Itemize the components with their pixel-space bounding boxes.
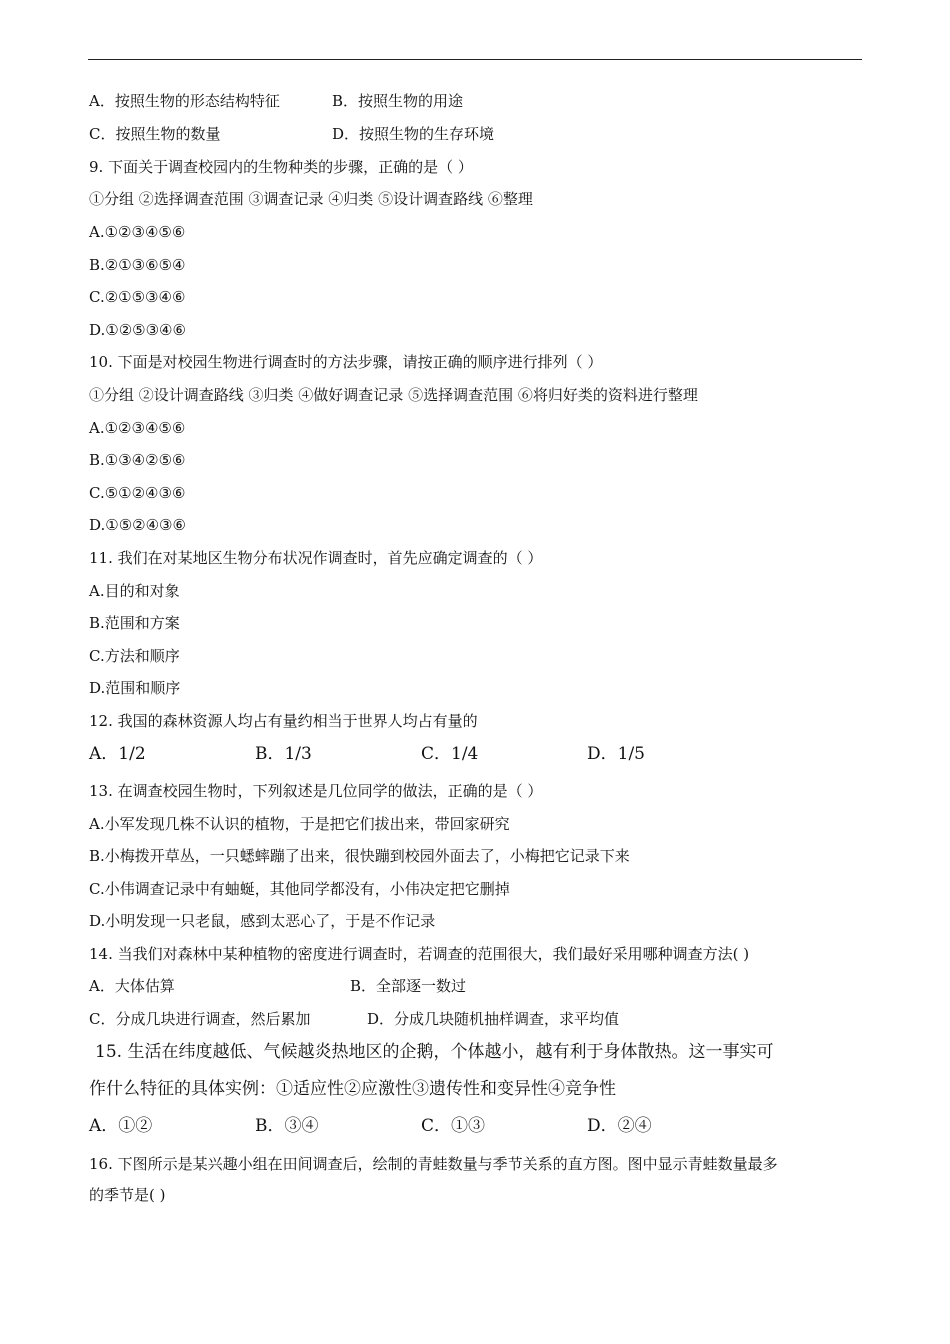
q9-option-c: C.②①⑤③④⑥: [89, 288, 186, 306]
q15-option-a: A．①②: [89, 1116, 153, 1136]
q15-option-d: D．②④: [587, 1116, 652, 1136]
q13-stem: 13. 在调查校园生物时，下列叙述是几位同学的做法，正确的是（ ）: [89, 782, 543, 800]
q13-option-a: A.小军发现几株不认识的植物，于是把它们拔出来，带回家研究: [89, 815, 510, 833]
q12-option-c: C．1/4: [421, 744, 479, 764]
q16-stem-line2: 的季节是( ): [89, 1186, 166, 1204]
q8-option-d: D．按照生物的生存环境: [332, 125, 495, 143]
q10-steps: ①分组 ②设计调查路线 ③归类 ④做好调查记录 ⑤选择调查范围 ⑥将归好类的资料进行整理: [89, 386, 698, 404]
q15-stem-line2: 作什么特征的具体实例：①适应性②应激性③遗传性和变异性④竞争性: [89, 1079, 616, 1099]
q8-option-a: A．按照生物的形态结构特征: [89, 92, 280, 110]
q10-stem: 10. 下面是对校园生物进行调查时的方法步骤，请按正确的顺序进行排列（ ）: [89, 353, 603, 371]
q14-option-b: B．全部逐一数过: [350, 977, 467, 995]
q14-option-c: C．分成几块进行调查，然后累加: [89, 1010, 311, 1028]
q11-option-b: B.范围和方案: [89, 614, 180, 632]
header-rule: [88, 59, 862, 60]
q16-stem-line1: 16. 下图所示是某兴趣小组在田间调查后，绘制的青蛙数量与季节关系的直方图。图中显示青蛙数量最多: [89, 1155, 778, 1173]
q12-option-a: A．1/2: [89, 744, 146, 764]
q10-option-c: C.⑤①②④③⑥: [89, 484, 186, 502]
q14-option-d: D．分成几块随机抽样调查，求平均值: [367, 1010, 620, 1028]
q11-option-d: D.范围和顺序: [89, 679, 181, 697]
q13-option-b: B.小梅拨开草丛，一只蟋蟀蹦了出来，很快蹦到校园外面去了，小梅把它记录下来: [89, 847, 630, 865]
q8-option-c: C．按照生物的数量: [89, 125, 221, 143]
q12-option-d: D．1/5: [587, 744, 645, 764]
q15-option-b: B．③④: [255, 1116, 319, 1136]
q13-option-c: C.小伟调查记录中有蚰蜒，其他同学都没有，小伟决定把它删掉: [89, 880, 510, 898]
q9-option-a: A.①②③④⑤⑥: [89, 223, 186, 241]
q12-option-b: B．1/3: [255, 744, 312, 764]
q14-stem: 14. 当我们对森林中某种植物的密度进行调查时，若调查的范围很大，我们最好采用哪种调查方法( ): [89, 945, 750, 963]
q12-stem: 12. 我国的森林资源人均占有量约相当于世界人均占有量的: [89, 712, 478, 730]
q9-stem: 9. 下面关于调查校园内的生物种类的步骤，正确的是（ ）: [89, 158, 473, 176]
q15-option-c: C．①③: [421, 1116, 486, 1136]
q11-option-a: A.目的和对象: [89, 582, 180, 600]
q10-option-a: A.①②③④⑤⑥: [89, 419, 186, 437]
q9-option-b: B.②①③⑥⑤④: [89, 256, 186, 274]
q14-option-a: A．大体估算: [89, 977, 175, 995]
q15-stem-line1: 15. 生活在纬度越低、气候越炎热地区的企鹅，个体越小，越有利于身体散热。这一事实可: [95, 1042, 774, 1062]
q11-stem: 11. 我们在对某地区生物分布状况作调查时，首先应确定调查的（ ）: [89, 549, 543, 567]
q8-option-b: B．按照生物的用途: [332, 92, 464, 110]
q13-option-d: D.小明发现一只老鼠，感到太恶心了，于是不作记录: [89, 912, 436, 930]
q9-option-d: D.①②⑤③④⑥: [89, 321, 186, 339]
q9-steps: ①分组 ②选择调查范围 ③调查记录 ④归类 ⑤设计调查路线 ⑥整理: [89, 190, 533, 208]
q11-option-c: C.方法和顺序: [89, 647, 180, 665]
q10-option-d: D.①⑤②④③⑥: [89, 516, 186, 534]
q10-option-b: B.①③④②⑤⑥: [89, 451, 186, 469]
